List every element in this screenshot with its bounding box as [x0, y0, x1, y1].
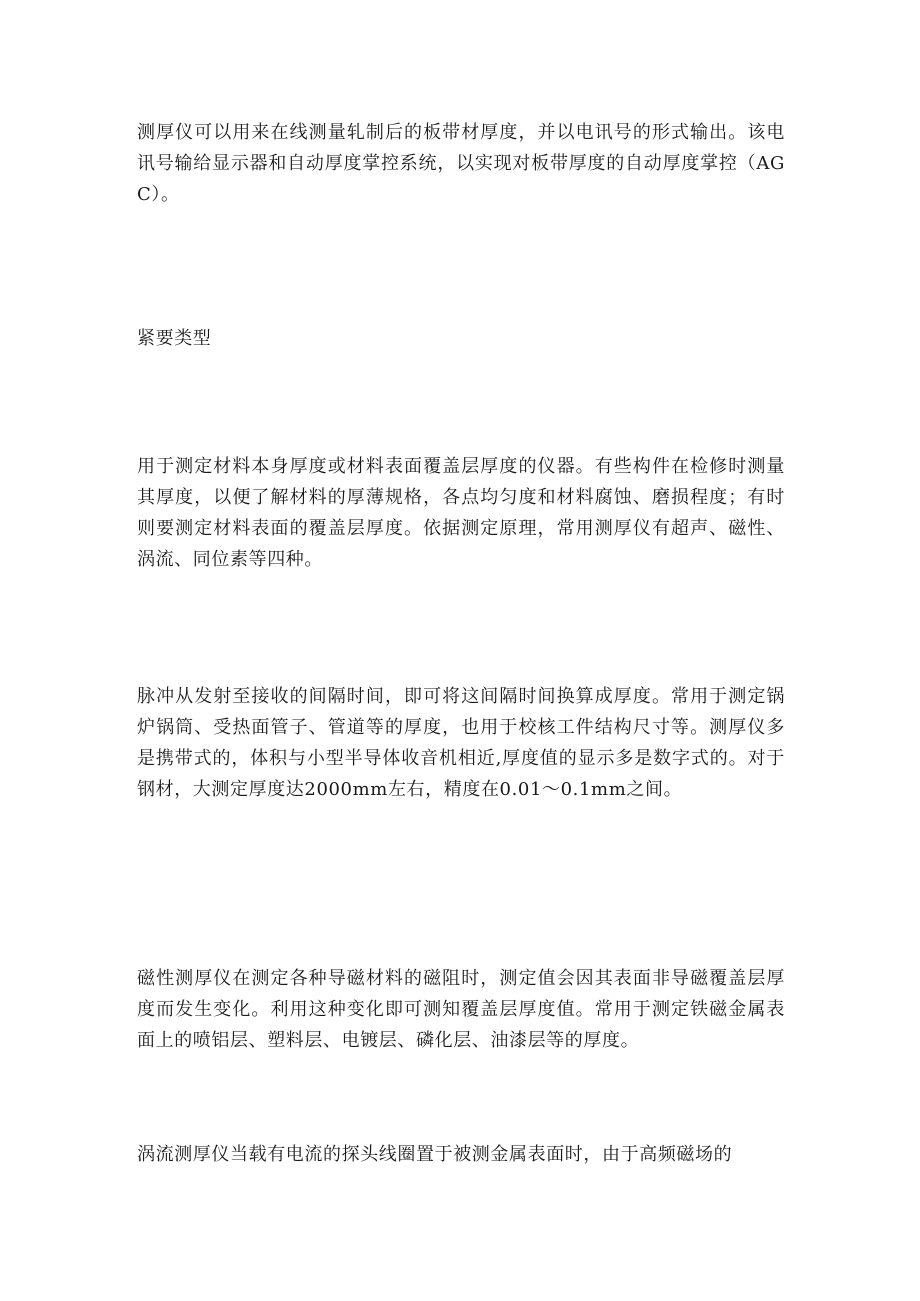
paragraph-magnetic: 磁性测厚仪在测定各种导磁材料的磁阻时，测定值会因其表面非导磁覆盖层厚度而发生变化。利用这种变化即可测知覆盖层厚度值。常用于测定铁磁金属表面上的喷铝层、塑料层、电镀层、磷化层、油漆层等的厚度。 — [137, 968, 785, 1051]
paragraph-intro: 测厚仪可以用来在线测量轧制后的板带材厚度，并以电讯号的形式输出。该电讯号输给显示器和自动厚度掌控系统，以实现对板带厚度的自动厚度掌控（AGC）。 — [137, 122, 785, 205]
section-heading-main-types: 紧要类型 — [137, 328, 212, 349]
paragraph-ultrasonic: 脉冲从发射至接收的间隔时间，即可将这间隔时间换算成厚度。常用于测定锅炉锅筒、受热面管子、管道等的厚度，也用于校核工件结构尺寸等。测厚仪多是携带式的，体积与小型半导体收音机相近,厚度值的显示多是数字式的。对于钢材，大测定厚度达2000mm左右，精度在0.01～0.1mm之间。 — [137, 686, 785, 800]
paragraph-definition: 用于测定材料本身厚度或材料表面覆盖层厚度的仪器。有些构件在检修时测量其厚度，以便了解材料的厚薄规格，各点均匀度和材料腐蚀、磨损程度；有时则要测定材料表面的覆盖层厚度。依据测定原理，常用测厚仪有超声、磁性、涡流、同位素等四种。 — [137, 456, 785, 570]
paragraph-eddy-current: 涡流测厚仪当载有电流的探头线圈置于被测金属表面时，由于高频磁场的 — [137, 1144, 733, 1165]
